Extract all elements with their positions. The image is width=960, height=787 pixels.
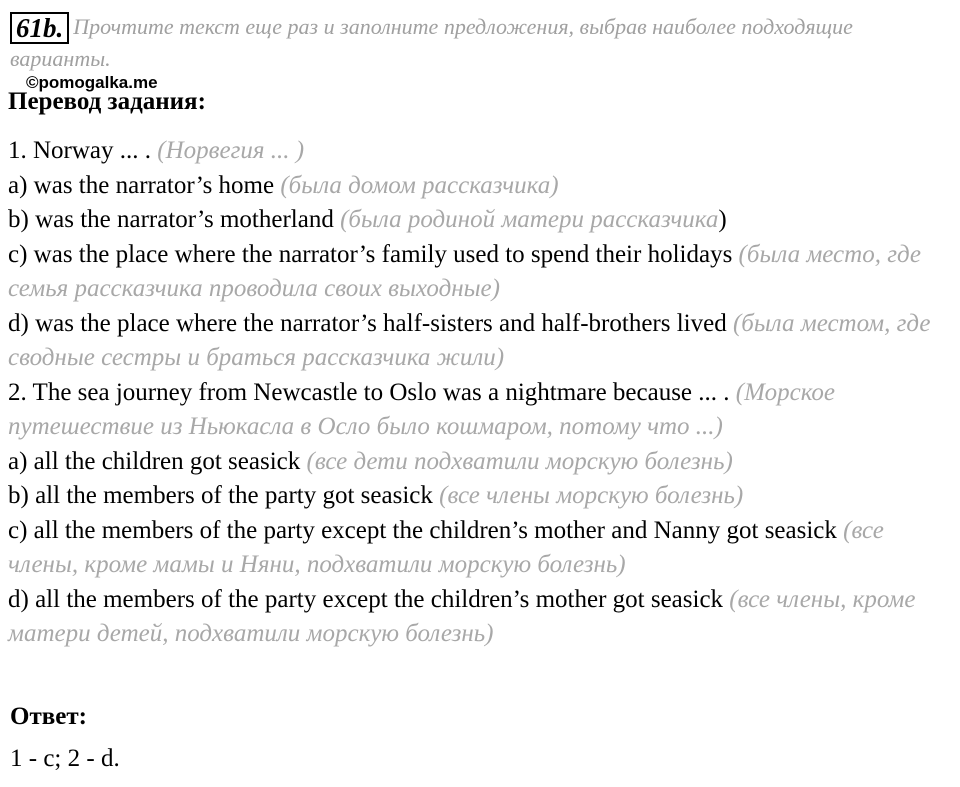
translation-heading: Перевод задания: (8, 88, 206, 115)
option-2b: b) all the members of the party got seasick (все члены морскую болезнь) (8, 482, 744, 509)
option-2d: d) all the members of the party except the children’s mother got seasick (все члены, кроме матери детей, подхватили морскую болезнь) (8, 585, 916, 647)
watermark: ©pomogalka.me (26, 73, 158, 92)
option-2c: c) all the members of the party except the children’s mother and Nanny got seasick (все члены, кроме мамы и Няни, подхватили морскую болезнь) (8, 516, 884, 578)
question-1: 1. Norway ... . (Норвегия ... ) (8, 137, 305, 164)
option-2a: a) all the children got seasick (все дети подхватили морскую болезнь) (8, 447, 733, 475)
translation-body (8, 134, 953, 652)
option-1b: b) was the narrator’s motherland (была родиной матери рассказчика) (8, 206, 727, 233)
option-1c: c) was the place where the narrator’s family used to spend their holidays (была место, где семья рассказчика проводила своих выходные) (8, 240, 922, 302)
answer-heading: Ответ: (10, 703, 87, 730)
option-1d: d) was the place where the narrator’s half-sisters and half-brothers lived (была местом, где сводные сестры и браться рассказчика жили) (8, 309, 931, 371)
question-2: 2. The sea journey from Newcastle to Oslo was a nightmare because ... . (Морское путешествие из Ньюкасла в Осло было кошмаром, потому что ...) (8, 378, 836, 440)
answer-text: 1 - c; 2 - d. (10, 745, 120, 772)
task-header (10, 12, 955, 73)
exercise-number: 61b. (10, 12, 69, 44)
option-1a: a) was the narrator’s home (была домом рассказчика) (8, 171, 559, 199)
task-instruction: Прочтите текст еще раз и заполните предложения, выбрав наиболее подходящие варианты. (10, 14, 853, 71)
